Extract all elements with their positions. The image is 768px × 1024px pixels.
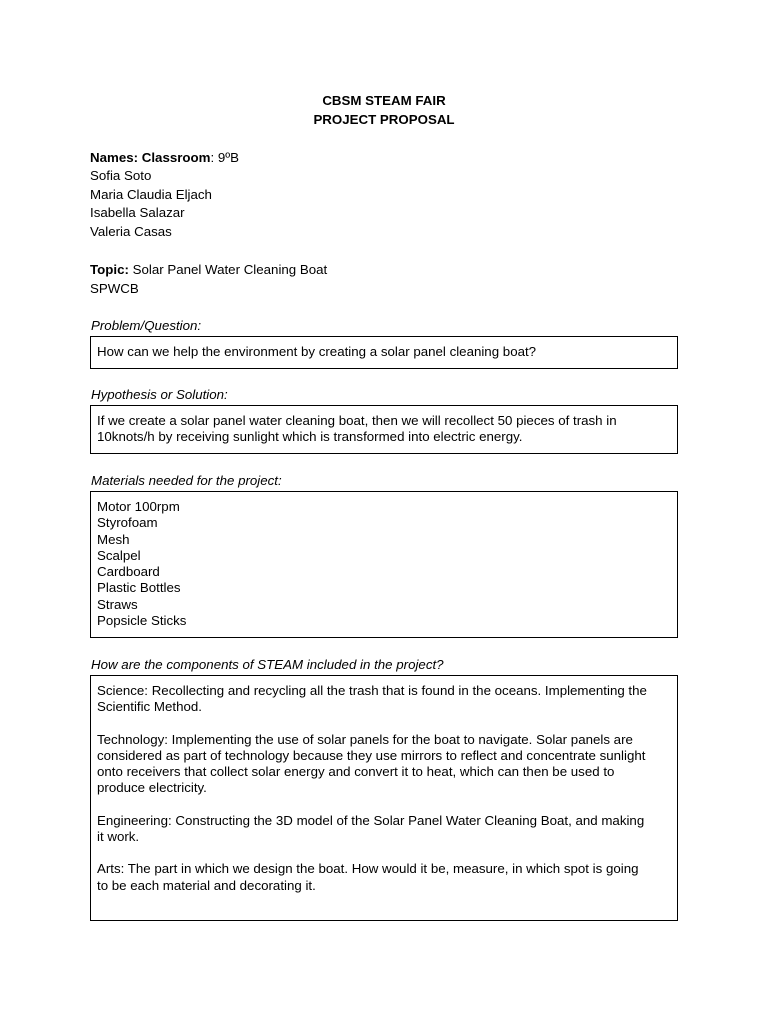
names-classroom-line <box>90 149 239 168</box>
hypothesis-box <box>90 405 678 454</box>
science-text: Scientific Method. <box>97 699 202 715</box>
member-name: Valeria Casas <box>90 224 172 239</box>
classroom-label: Classroom <box>141 150 211 165</box>
problem-text: How can we help the environment by creating a solar panel cleaning boat? <box>97 344 537 359</box>
science-text: Science: Recollecting and recycling all the trash that is found in the oceans. Implementing the <box>97 683 647 698</box>
member-name: Isabella Salazar <box>90 205 185 220</box>
member-name: Sofia Soto <box>90 168 152 183</box>
technology-text: onto receivers that collect solar energy and convert it to heat, which can then be used to <box>97 764 615 780</box>
engineering-text: it work. <box>97 829 140 845</box>
problem-label: Problem/Question: <box>91 318 202 333</box>
material-item: Plastic Bottles <box>97 580 181 596</box>
classroom-value: : 9ºB <box>210 150 239 165</box>
steam-box <box>90 675 678 921</box>
problem-box <box>90 336 678 369</box>
engineering-text: Engineering: Constructing the 3D model of the Solar Panel Water Cleaning Boat, and making <box>97 812 645 828</box>
proposal-title: PROJECT PROPOSAL <box>313 112 455 127</box>
material-item: Cardboard <box>97 564 160 580</box>
materials-box <box>90 491 678 638</box>
topic-value: Solar Panel Water Cleaning Boat <box>128 262 328 277</box>
member-name: Maria Claudia Eljach <box>90 187 212 202</box>
technology-text: produce electricity. <box>97 780 207 796</box>
technology-text: considered as part of technology because they use mirrors to reflect and concentrate sunlight <box>97 747 646 763</box>
hypothesis-line: If we create a solar panel water cleaning boat, then we will recollect 50 pieces of trash in <box>97 413 617 428</box>
names-label: Names: <box>90 150 139 165</box>
arts-text: Arts: The part in which we design the boat. How would it be, measure, in which spot is going <box>97 861 639 877</box>
hypothesis-label: Hypothesis or Solution: <box>91 387 228 402</box>
material-item: Popsicle Sticks <box>97 613 187 629</box>
topic-label: Topic: <box>90 262 129 277</box>
hypothesis-line: 10knots/h by receiving sunlight which is transformed into electric energy. <box>97 429 523 445</box>
fair-title: CBSM STEAM FAIR <box>322 93 446 108</box>
topic-acronym: SPWCB <box>90 281 139 296</box>
steam-label: How are the components of STEAM included in the project? <box>91 657 444 672</box>
material-item: Styrofoam <box>97 515 158 531</box>
material-item: Motor 100rpm <box>97 499 180 514</box>
material-item: Scalpel <box>97 547 141 563</box>
material-item: Straws <box>97 596 138 612</box>
arts-text: to be each material and decorating it. <box>97 877 316 893</box>
topic-line <box>90 261 327 280</box>
materials-label: Materials needed for the project: <box>91 473 282 488</box>
technology-text: Technology: Implementing the use of solar panels for the boat to navigate. Solar panels are <box>97 731 633 747</box>
material-item: Mesh <box>97 531 130 547</box>
